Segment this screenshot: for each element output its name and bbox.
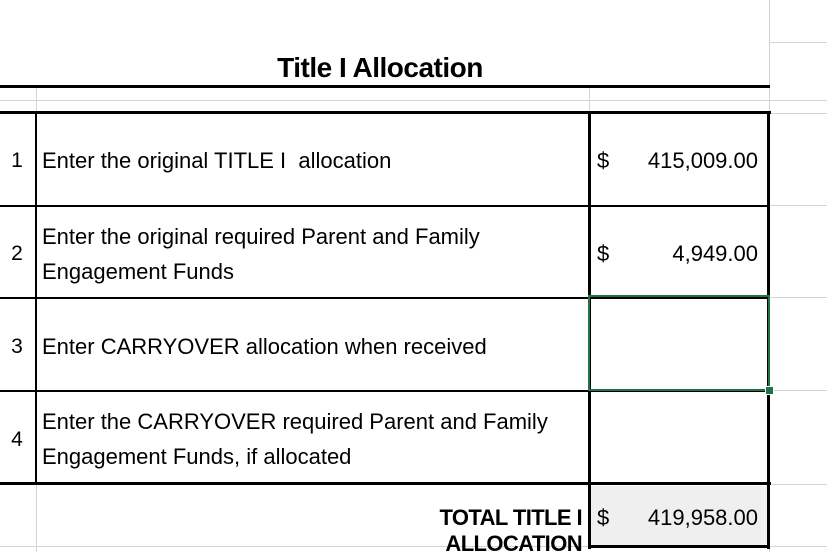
currency-symbol: $ (597, 148, 610, 173)
active-cell-selection[interactable] (588, 295, 770, 391)
row-label-line: Enter the original TITLE I allocation (42, 148, 392, 173)
total-label: TOTAL TITLE I ALLOCATION (439, 505, 582, 556)
gridline (0, 100, 827, 101)
amount-value: 415,009.00 (647, 148, 758, 173)
gridline (770, 205, 827, 206)
row-label-line: Enter CARRYOVER allocation when received (42, 334, 487, 359)
row-label-line: Enter the original required Parent and Family (42, 224, 480, 249)
gridline (770, 113, 827, 114)
row-label (42, 219, 582, 289)
currency-symbol: $ (597, 505, 610, 530)
row-label-line: Enter the CARRYOVER required Parent and Family (42, 409, 548, 434)
currency-symbol: $ (597, 241, 610, 266)
row-label (42, 329, 582, 364)
amount-cell-row-4[interactable] (591, 392, 767, 481)
row-label (42, 143, 582, 178)
gridline (770, 42, 827, 43)
gridline (770, 297, 827, 298)
row-label-line: Engagement Funds (42, 259, 235, 284)
total-amount-value: 419,958.00 (647, 505, 758, 530)
row-label (42, 404, 582, 474)
gridline (770, 484, 827, 485)
total-cell-bottom-border (588, 545, 770, 548)
gridline (770, 390, 827, 391)
row-number: 3 (11, 335, 23, 358)
row-number: 4 (11, 428, 23, 451)
fill-handle[interactable] (765, 386, 774, 395)
row-number: 1 (11, 149, 23, 172)
row-label-line: Engagement Funds, if allocated (42, 444, 352, 469)
sheet-title: Title I Allocation (277, 52, 483, 83)
amount-value: 4,949.00 (672, 241, 758, 266)
row-number: 2 (11, 242, 23, 265)
title-underline (0, 85, 770, 88)
table-bottom-border (0, 482, 771, 485)
